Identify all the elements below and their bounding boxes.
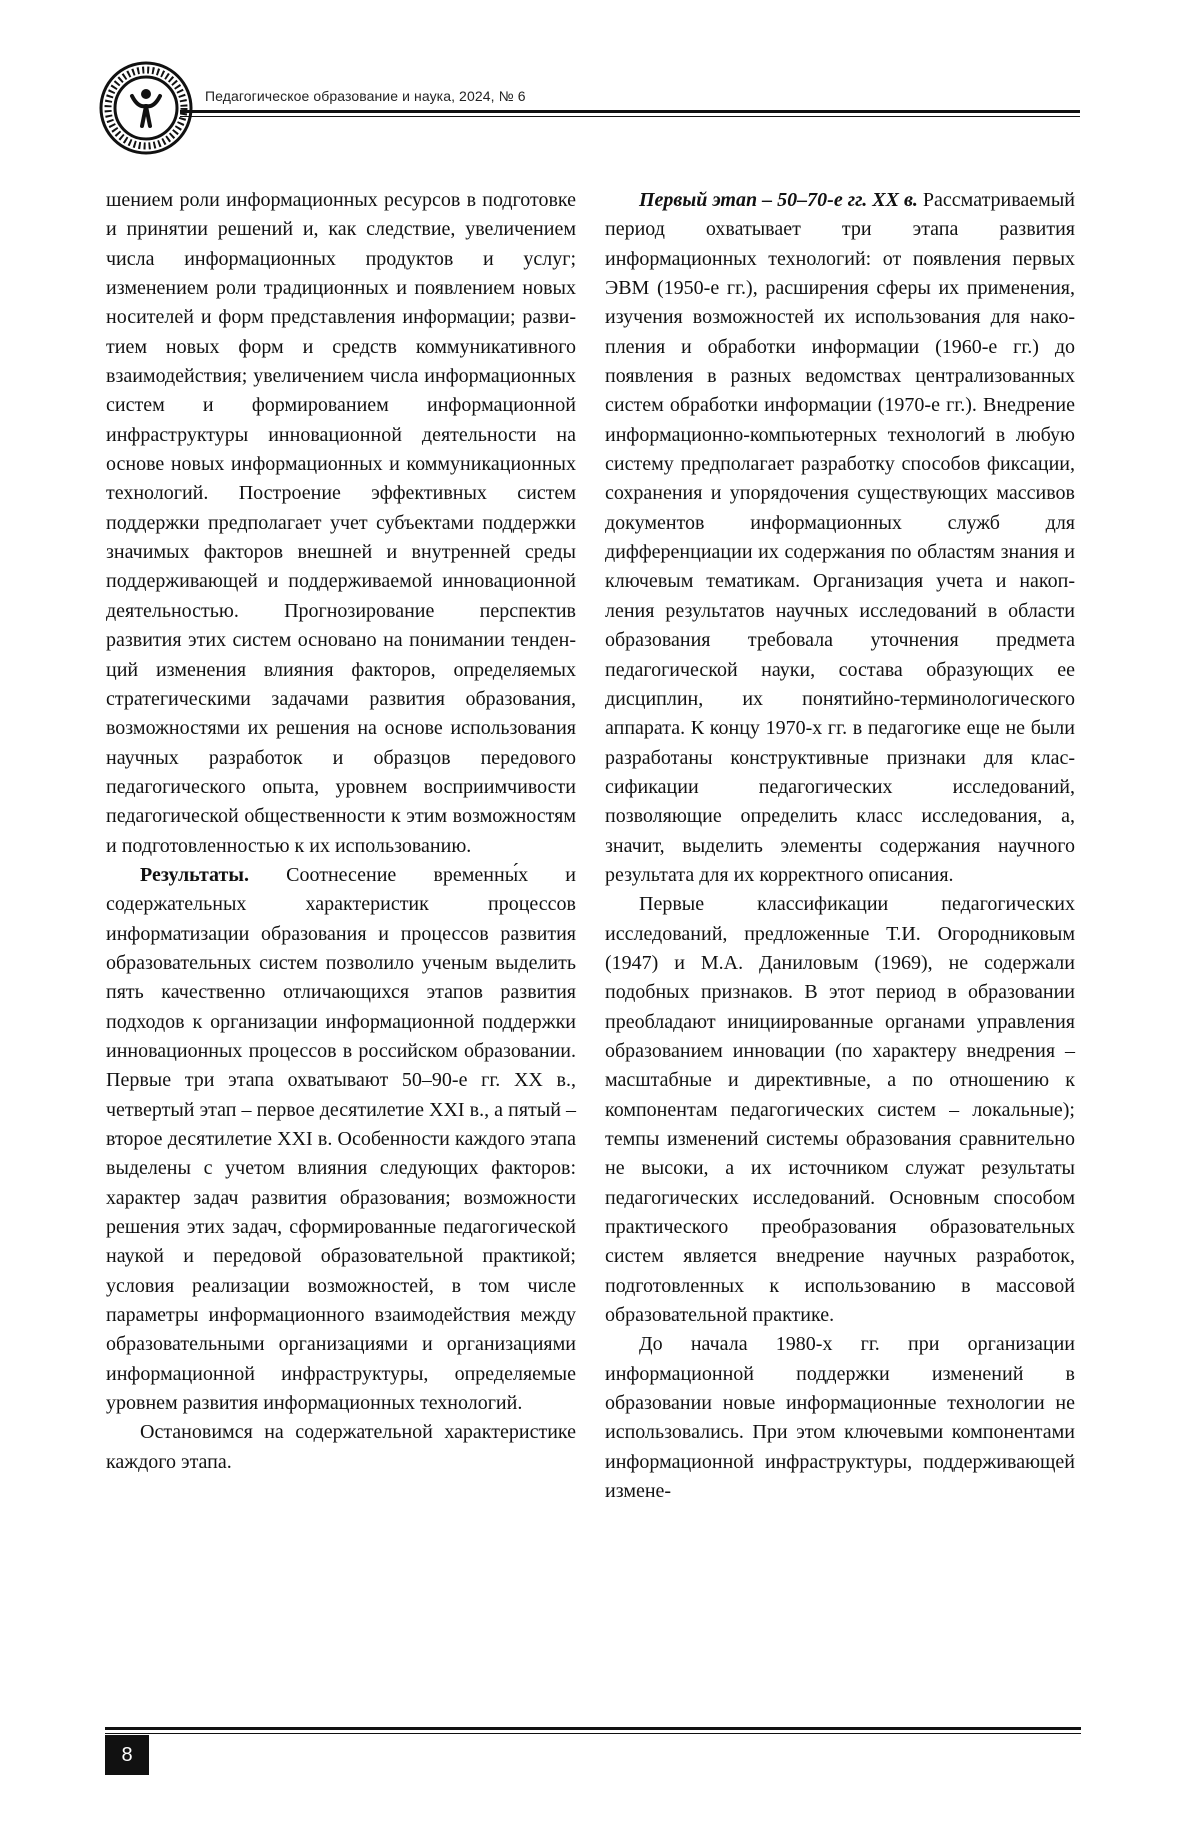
header-rule-thin [180,116,1080,117]
journal-logo [98,60,194,156]
journal-header: Педагогическое образование и наука, 2024, № 6 [205,88,526,104]
right-column [605,186,1075,1506]
journal-logo-graphic [98,60,194,156]
stage-one-heading: Первый этап – 50–70-е гг. XX в. [639,189,918,211]
left-paragraph-3: Остановимся на содержательной характеристике каждого этапа. [106,1421,576,1473]
right-paragraph-1-text: Рассматриваемый период охватывает три этапа развития информационных технологий: от появления первых ЭВМ (1950-е гг.), расширения сферы их применения, изучения возможностей их использования для накопления и обработки информации (1960-е гг.) до появления в разных ведомствах централизованных систем обработки информации (1970-е гг.). Внедрение информационно-компьютерных технологий в любую систему предполагает разработку способов фиксации, сохранения и упорядочения существующих массивов документов информационных служб для дифференциации их содержания по областям знания и ключевым тематикам. Организация учета и накопления результатов научных исследований в области образования требовала уточнения предмета педагогической науки, состава образующих ее дисциплин, их понятийно-терминологического аппарата. К концу 1970-х гг. в педагогике еще не были разработаны конструктивные признаки для классификации педагогических исследований, позволяющие определить класс исследования, а, значит, выделить элементы содержания научного результата для их корректного описания. [605,189,1075,886]
footer-rule-thin [105,1733,1081,1734]
left-paragraph-1: шением роли информационных ресурсов в подготовке и принятии решений и, как следствие, увеличением числа информационных продуктов и услуг; изменением роли традиционных и появлением новых носителей и форм представления информации; развитием новых форм и средств коммуникативного взаимодействия; увеличением числа информационных систем и формированием информационной инфраструктуры инновационной деятельности на основе новых информационных и коммуникационных технологий. Построение эффективных систем поддержки предполагает учет субъектами поддержки значимых факторов внешней и внутренней среды поддерживающей и поддерживаемой инновационной деятельностью. Прогнозирование перспектив развития этих систем основано на понимании тенденций изменения влияния факторов, определяемых стратегическими задачами развития образования, возможностями их решения на основе использования научных разработок и образцов передового педагогического опыта, уровнем восприимчивости педагогической общественности к этим возможностям и подготовленностью к их использованию. [106,189,576,857]
results-heading: Результаты. [140,863,249,886]
header-rule-thick [180,110,1080,113]
footer-rule-thick [105,1727,1081,1730]
left-paragraph-2 [106,861,576,1419]
left-column [106,186,576,1477]
right-paragraph-2: Первые классификации педагогических исследований, предложенные Т.И. Огородниковым (1947) и М.А. Даниловым (1969), не содержали подобных признаков. В этот период в образовании преобладают инициированные органами управления образованием инновации (по характеру внедрения – масштабные и директивные, а по отношению к компонентам педагогических систем – локальные); темпы изменений системы образования сравнительно не высоки, а их источником служат результаты педагогических исследований. Основным способом практического преобразования образовательных систем является внедрение научных разработок, подготовленных к использованию в массовой образовательной практике. [605,893,1075,1327]
page-number: 8 [105,1735,149,1775]
right-paragraph-1 [605,186,1075,890]
left-paragraph-2-text: Соотнесение временны́х и содержательных характеристик процессов информатизации образования и процессов развития образовательных систем позволило ученым выделить пять качественно отличающихся этапов развития подходов к организации информационной поддержки инновационных процессов в российском образовании. Первые три этапа охватывают 50–90-е гг. XX в., четвертый этап – первое десятилетие XXI в., а пятый – второе десятилетие XXI в. Особенности каждого этапа выделены с учетом влияния следующих факторов: характер задач развития образования; возможности решения этих задач, сформированные педагогической наукой и передовой образовательной практикой; условия реализации возможностей, в том числе параметры информационного взаимодействия между образовательными организациями и организациями информационной инфраструктуры, определяемые уровнем развития информационных технологий. [106,863,576,1415]
right-paragraph-3: До начала 1980-х гг. при организации информационной поддержки изменений в образовании новые информационные технологии не использовались. При этом ключевыми компонентами информационной инфраструктуры, поддерживающей измене- [605,1333,1075,1503]
